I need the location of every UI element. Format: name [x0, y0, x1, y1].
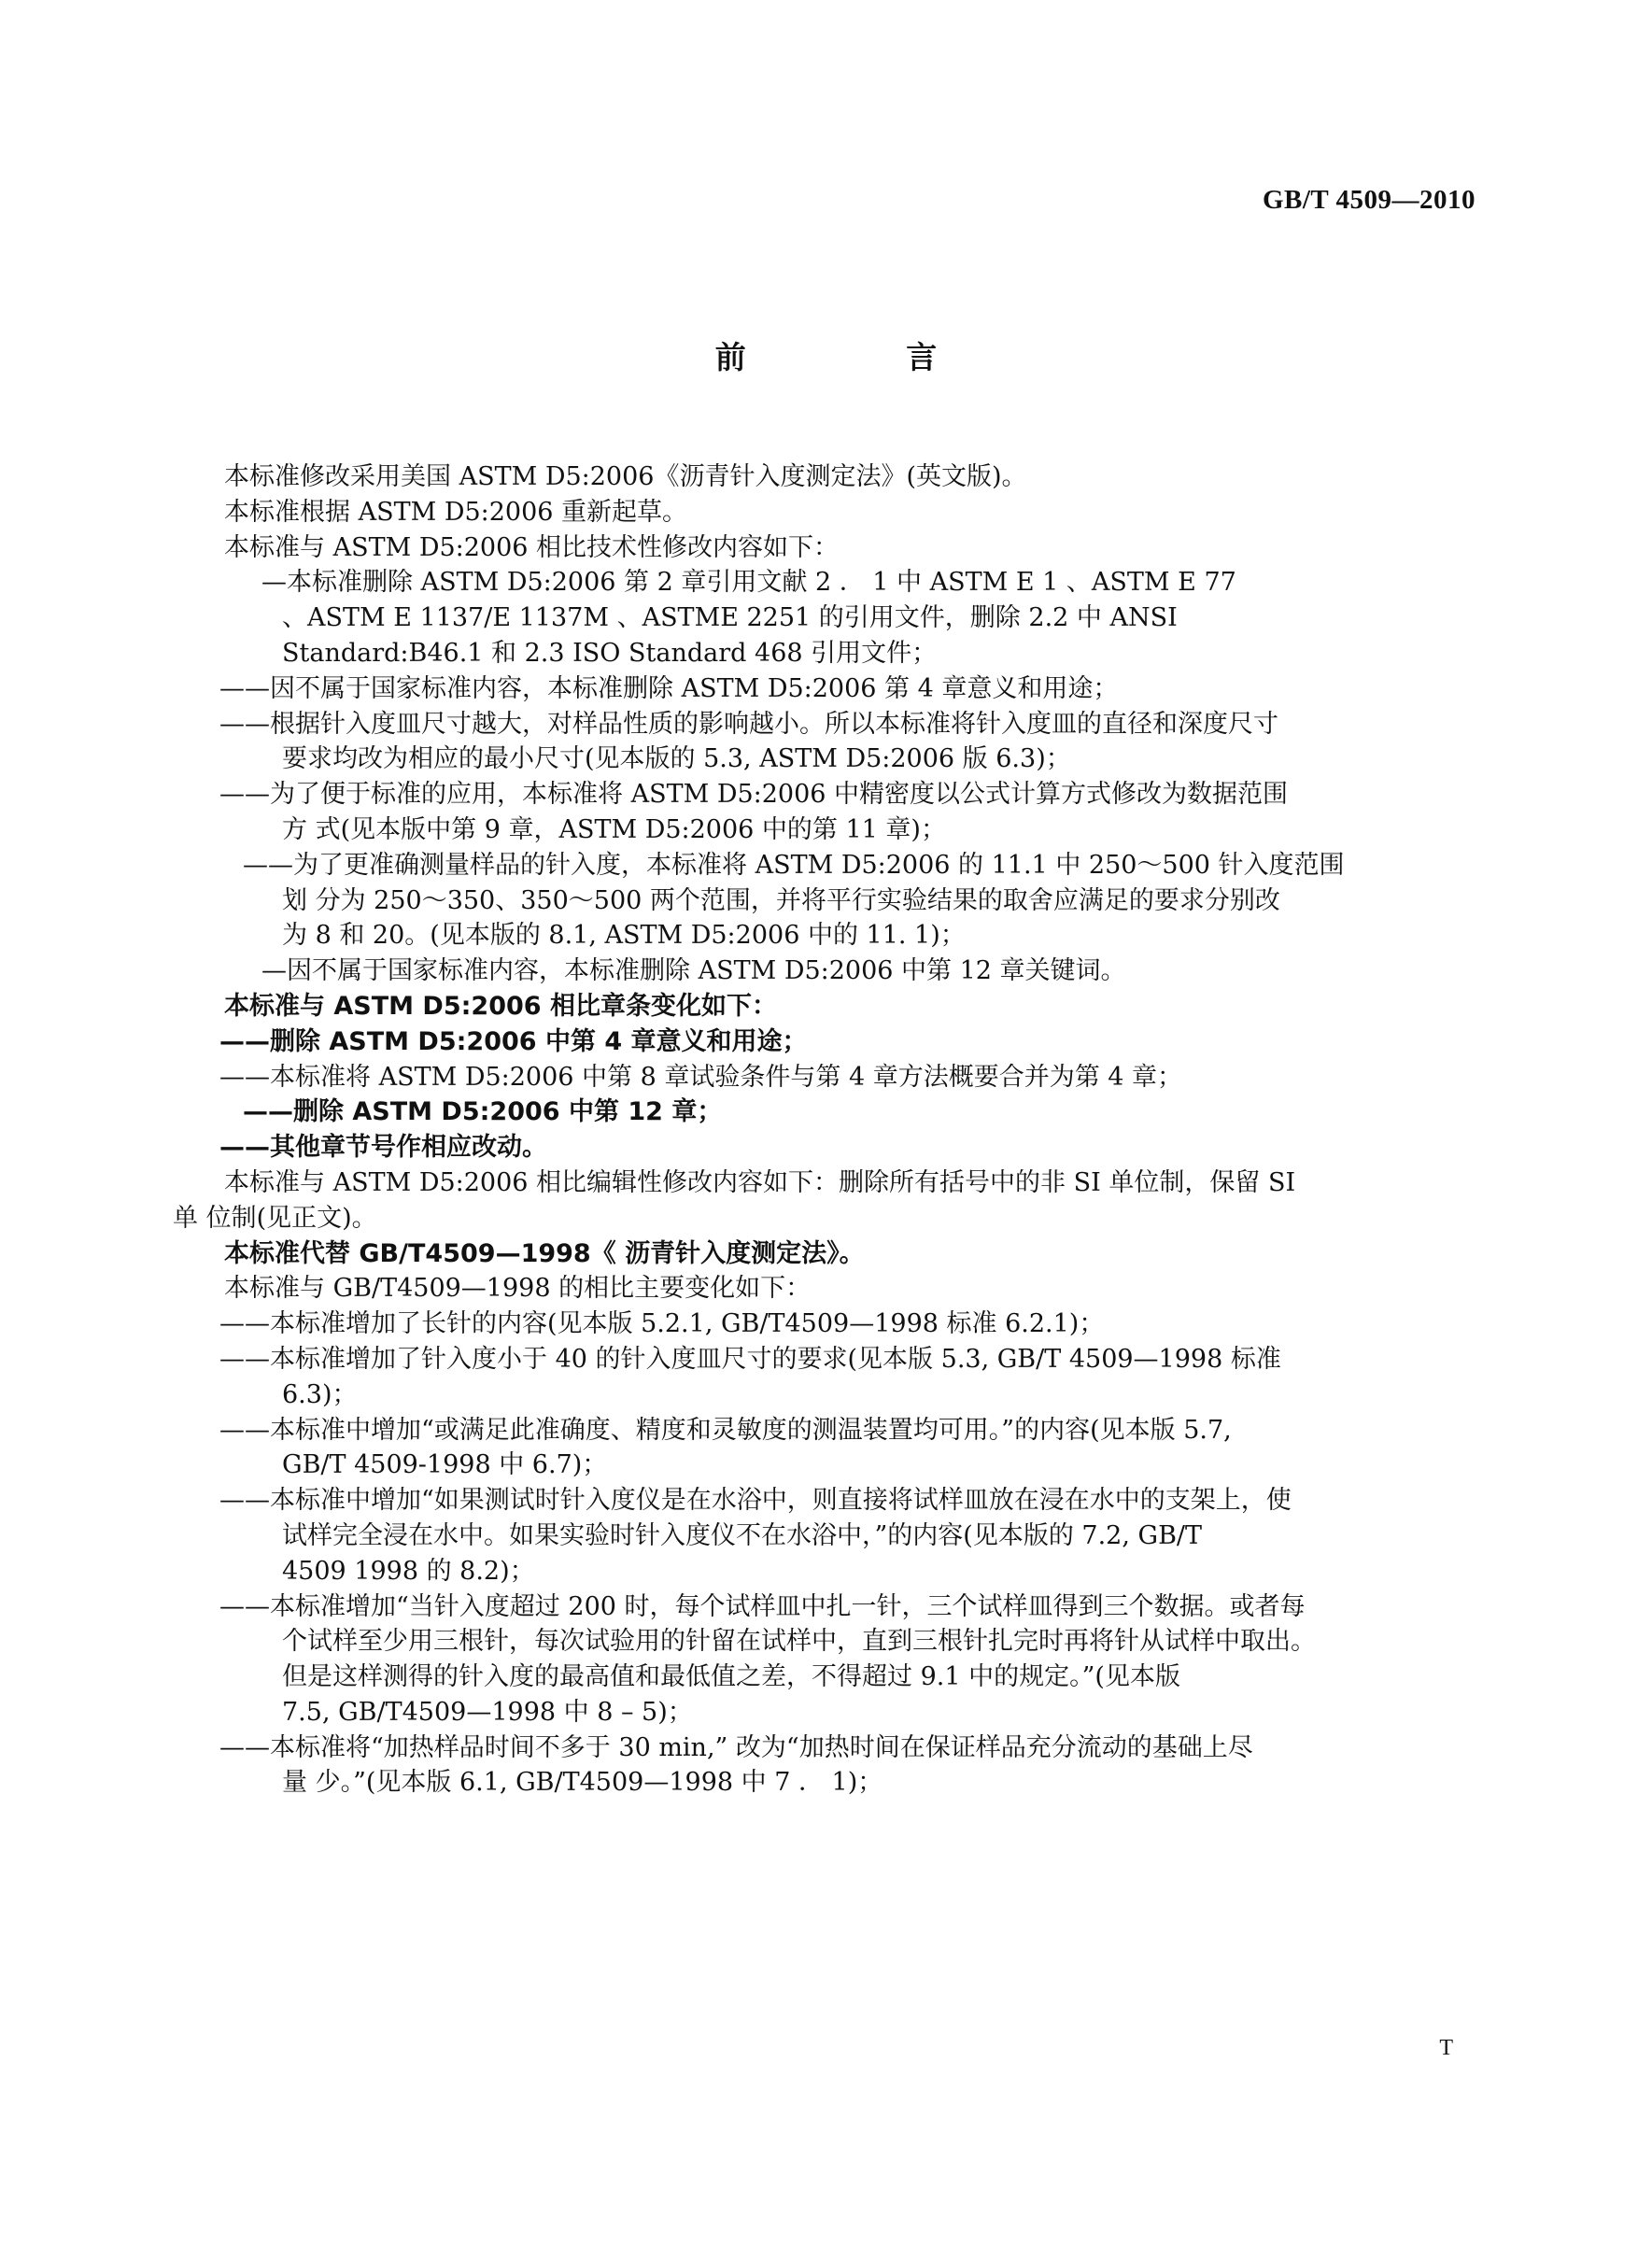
text-line: —因不属于国家标准内容，本标准删除 ASTM D5:2006 中第 12 章关键词。 [261, 956, 1126, 986]
text-line: ——本标准将“加热样品时间不多于 30 min,” 改为“加热时间在保证样品充分流动的基础上尽 [219, 1732, 1253, 1762]
text-line: 、ASTM E 1137/E 1137M 、ASTME 2251 的引用文件，删除 2.2 中 ANSI [282, 603, 1178, 633]
text-line: 划 分为 250～350、350～500 两个范围，并将平行实验结果的取舍应满足的要求分别改 [282, 885, 1280, 915]
text-line: 为 8 和 20。(见本版的 8.1, ASTM D5:2006 中的 11. 1)； [282, 921, 966, 951]
text-line: 个试样至少用三根针，每次试验用的针留在试样中，直到三根针扎完时再将针从试样中取出。 [282, 1627, 1316, 1657]
text-line: 4509 1998 的 8.2)； [282, 1556, 535, 1586]
text-line: ——因不属于国家标准内容，本标准删除 ASTM D5:2006 第 4 章意义和用途； [219, 673, 1119, 703]
text-line: ——根据针入度皿尺寸越大，对样品性质的影响越小。所以本标准将针入度皿的直径和深度尺寸 [219, 709, 1278, 739]
standard-code: GB/T 4509—2010 [1262, 185, 1476, 215]
text-line: 试样完全浸在水中。如果实验时针入度仪不在水浴中，”的内容(见本版的 7.2, GB/T [282, 1520, 1203, 1550]
text-line: ——为了便于标准的应用，本标准将 ASTM D5:2006 中精密度以公式计算方式修改为数据范围 [219, 780, 1289, 810]
text-line: 方 式(见本版中第 9 章，ASTM D5:2006 中的第 11 章)； [282, 814, 946, 844]
text-line: 但是这样测得的针入度的最高值和最低值之差，不得超过 9.1 中的规定。”(见本版 [282, 1662, 1180, 1692]
text-line: 单 位制(见正文)。 [173, 1203, 377, 1233]
text-line: ——本标准将 ASTM D5:2006 中第 8 章试验条件与第 4 章方法概要合并为第 4 章； [219, 1062, 1183, 1092]
text-line: 本标准与 ASTM D5:2006 相比技术性修改内容如下： [224, 532, 840, 562]
page-title: 前 言 [714, 339, 1012, 375]
text-line: 本标准与 ASTM D5:2006 相比章条变化如下： [224, 991, 777, 1021]
text-line: ——本标准中增加“如果测试时针入度仪是在水浴中，则直接将试样皿放在浸在水中的支架上，使 [219, 1486, 1292, 1516]
text-line: ——删除 ASTM D5:2006 中第 4 章意义和用途； [219, 1026, 808, 1056]
text-line: 6.3)； [282, 1379, 358, 1409]
text-line: ——删除 ASTM D5:2006 中第 12 章； [243, 1097, 723, 1127]
text-line: ——为了更准确测量样品的针入度，本标准将 ASTM D5:2006 的 11.1 中 250～500 针入度范围 [243, 850, 1345, 880]
document-body [173, 459, 1480, 1801]
page-mark: T [1439, 2036, 1453, 2060]
text-line: Standard:B46.1 和 2.3 ISO Standard 468 引用文件； [282, 638, 938, 668]
text-line: 量 少。”(见本版 6.1, GB/T4509—1998 中 7 ． 1)； [282, 1768, 883, 1798]
text-line: 本标准根据 ASTM D5:2006 重新起草。 [224, 497, 688, 527]
text-line: ——其他章节号作相应改动。 [219, 1133, 547, 1163]
text-line: ——本标准增加“当针入度超过 200 时，每个试样皿中扎一针，三个试样皿得到三个数据。或者每 [219, 1591, 1306, 1621]
text-line: ——本标准增加了长针的内容(见本版 5.2.1, GB/T4509—1998 标准 6.2.1)； [219, 1309, 1105, 1339]
text-line: 本标准与 GB/T4509—1998 的相比主要变化如下： [224, 1274, 812, 1304]
text-line: ——本标准增加了针入度小于 40 的针入度皿尺寸的要求(见本版 5.3, GB/T 4509—1998 标准 [219, 1344, 1281, 1374]
text-line: 本标准代替 GB/T4509—1998《 沥青针入度测定法》。 [224, 1238, 865, 1268]
text-line: 本标准与 ASTM D5:2006 相比编辑性修改内容如下：删除所有括号中的非 SI 单位制，保留 SI [224, 1167, 1296, 1197]
text-line: 要求均改为相应的最小尺寸(见本版的 5.3, ASTM D5:2006 版 6.3)； [282, 744, 1071, 774]
text-line: 本标准修改采用美国 ASTM D5:2006《沥青针入度测定法》(英文版)。 [224, 462, 1027, 491]
text-line: ——本标准中增加“或满足此准确度、精度和灵敏度的测温装置均可用。”的内容(见本版 5.7, [219, 1415, 1232, 1445]
text-line: 7.5, GB/T4509—1998 中 8 – 5)； [282, 1697, 693, 1727]
text-line: GB/T 4509-1998 中 6.7)； [282, 1450, 608, 1480]
text-line: —本标准删除 ASTM D5:2006 第 2 章引用文献 2 ． 1 中 ASTM E 1 、ASTM E 77 [261, 568, 1236, 598]
